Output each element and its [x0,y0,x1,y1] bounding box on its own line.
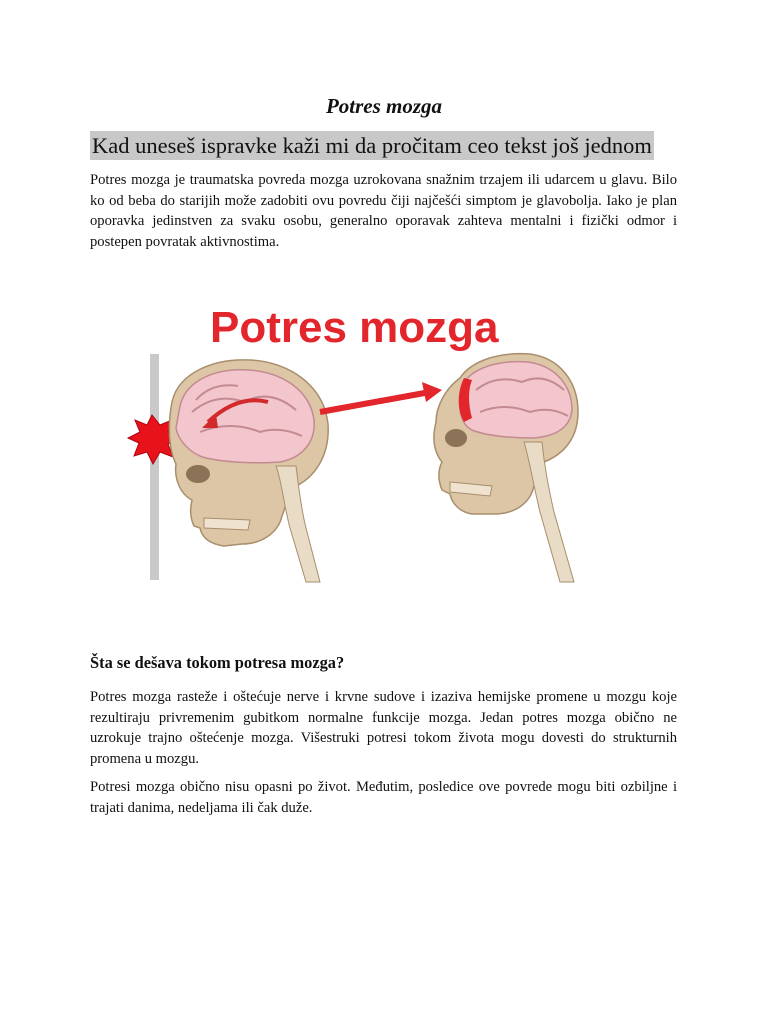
right-skull [434,354,578,582]
document-title: Potres mozga [325,94,443,118]
body-paragraph-3: Potresi mozga obično nisu opasni po život. Međutim, posledice ove povrede mogu biti ozbiljne i trajati danima, nedeljama ili čak duže. [90,779,677,816]
left-skull [169,360,328,582]
highlighted-note: Kad uneseš ispravke kaži mi da pročitam ceo tekst još jednom [92,133,652,158]
body-paragraph-2: Potres mozga rasteže i oštećuje nerve i krvne sudove i izaziva hemijske promene u mozgu koje rezultiraju privremenim gubitkom normalne funkcije mozga. Jedan potres mozga obično ne uzrokuje trajno oštećenje mozga. Višestruki potresi tokom života mogu dovesti do strukturnih promena u mozgu. [90,689,677,767]
wall-bar [150,354,159,580]
transition-arrow-icon [320,382,442,412]
section-heading: Šta se dešava tokom potresa mozga? [90,653,345,672]
concussion-figure [120,282,580,588]
figure-caption: Potres mozga [210,303,499,352]
intro-paragraph: Potres mozga je traumatska povreda mozga uzrokovana snažnim trzajem ili udarcem u glavu. Bilo ko od beba do starijih može zadobiti ovu povredu čiji najčešći simptom je glavobolja. Iako je plan oporavka jedinstven za svaku osobu, generalno oporavak zahteva mentalni i fizički odmor i postepen povratak aktivnostima. [90,172,677,250]
